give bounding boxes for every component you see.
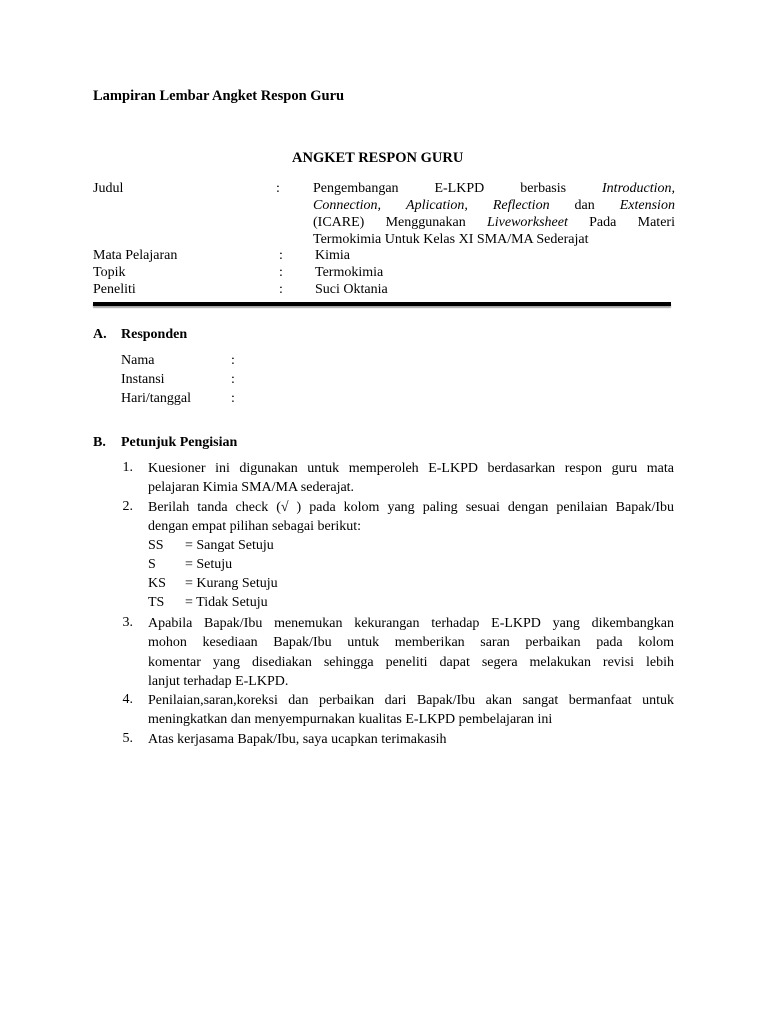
judul-line-1 bbox=[313, 180, 675, 197]
topik-colon: : bbox=[279, 265, 283, 280]
field-instansi-colon: : bbox=[231, 372, 235, 387]
section-a-title: Responden bbox=[121, 327, 188, 342]
judul-word: Pengembangan bbox=[313, 181, 399, 196]
list-number: 1. bbox=[122, 460, 133, 475]
instruction-item-2 bbox=[148, 498, 674, 537]
text-line: lanjut terhadap E-LKPD. bbox=[148, 673, 289, 689]
topik-label: Topik bbox=[93, 265, 126, 280]
judul-label: Judul bbox=[93, 181, 124, 196]
text-line: Kuesioner ini digunakan untuk memperoleh E-LKPD berdasarkan respon guru mata bbox=[148, 461, 674, 476]
instruction-item-4 bbox=[148, 691, 674, 730]
text-line: meningkatkan dan menyempurnakan kualitas E-LKPD pembelajaran ini bbox=[148, 712, 553, 728]
judul-line-2 bbox=[313, 197, 675, 214]
list-number: 4. bbox=[122, 692, 133, 707]
judul-word: (ICARE) bbox=[313, 215, 365, 230]
mapel-value: Kimia bbox=[315, 248, 350, 263]
attachment-title: Lampiran Lembar Angket Respon Guru bbox=[93, 88, 345, 104]
header-divider bbox=[93, 302, 671, 306]
field-hari-tanggal-colon: : bbox=[231, 391, 235, 406]
scale-code: SS bbox=[148, 538, 164, 553]
judul-value bbox=[313, 180, 675, 248]
judul-word: Connection, bbox=[313, 198, 382, 213]
judul-word: Aplication, bbox=[406, 198, 468, 213]
field-nama-colon: : bbox=[231, 353, 235, 368]
list-number: 3. bbox=[122, 615, 133, 630]
judul-word: Extension bbox=[619, 198, 675, 213]
judul-word: Menggunakan bbox=[385, 215, 466, 230]
judul-word: Introduction, bbox=[602, 181, 675, 196]
section-a-marker: A. bbox=[93, 327, 107, 342]
judul-line-4: Termokimia Untuk Kelas XI SMA/MA Sederajat bbox=[313, 232, 589, 247]
text-line: Apabila Bapak/Ibu menemukan kekurangan terhadap E-LKPD yang dikembangkan bbox=[148, 616, 674, 631]
judul-word: Reflection bbox=[492, 198, 550, 213]
topik-value: Termokimia bbox=[315, 265, 384, 280]
scale-desc: = Sangat Setuju bbox=[185, 538, 274, 553]
field-instansi-label: Instansi bbox=[121, 372, 165, 387]
judul-line-3 bbox=[313, 214, 675, 231]
list-number: 5. bbox=[122, 731, 133, 746]
text-line: dengan empat pilihan sebagai berikut: bbox=[148, 519, 362, 535]
instruction-item-1 bbox=[148, 459, 674, 498]
peneliti-value: Suci Oktania bbox=[315, 282, 388, 297]
judul-word: Materi bbox=[637, 215, 675, 230]
text-line: mohon kesediaan Bapak/Ibu untuk memberikan saran perbaikan pada kolom bbox=[148, 635, 674, 651]
instruction-item-3 bbox=[148, 614, 674, 691]
section-b-marker: B. bbox=[93, 435, 106, 450]
form-title: ANGKET RESPON GURU bbox=[292, 150, 464, 166]
list-number: 2. bbox=[122, 499, 133, 514]
text-line: Atas kerjasama Bapak/Ibu, saya ucapkan terimakasih bbox=[148, 732, 447, 747]
judul-word: dan bbox=[574, 198, 595, 213]
scale-code: TS bbox=[148, 595, 165, 610]
peneliti-label: Peneliti bbox=[93, 282, 136, 297]
peneliti-colon: : bbox=[279, 282, 283, 297]
judul-colon: : bbox=[276, 181, 280, 196]
judul-word: Liveworksheet bbox=[486, 215, 568, 230]
scale-desc: = Kurang Setuju bbox=[185, 576, 278, 591]
mapel-label: Mata Pelajaran bbox=[93, 248, 178, 263]
text-line: Penilaian,saran,koreksi dan perbaikan dari Bapak/Ibu akan sangat bermanfaat untuk bbox=[148, 693, 674, 708]
text-line: Berilah tanda check (√ ) pada kolom yang paling sesuai dengan penilaian Bapak/Ibu bbox=[148, 500, 674, 515]
scale-code: KS bbox=[148, 576, 166, 591]
field-nama-label: Nama bbox=[121, 353, 155, 368]
scale-desc: = Tidak Setuju bbox=[185, 595, 268, 610]
scale-desc: = Setuju bbox=[185, 557, 233, 572]
judul-word: berbasis bbox=[520, 181, 567, 196]
section-b-title: Petunjuk Pengisian bbox=[121, 435, 238, 450]
instruction-item-5 bbox=[148, 730, 674, 749]
text-line: komentar yang disediakan sehingga peneliti dapat segera melakukan revisi lebih bbox=[148, 654, 674, 670]
field-hari-tanggal-label: Hari/tanggal bbox=[121, 391, 191, 406]
scale-code: S bbox=[148, 557, 156, 572]
judul-word: Pada bbox=[589, 215, 617, 230]
judul-word: E-LKPD bbox=[434, 181, 485, 196]
mapel-colon: : bbox=[279, 248, 283, 263]
text-line: pelajaran Kimia SMA/MA sederajat. bbox=[148, 480, 355, 496]
